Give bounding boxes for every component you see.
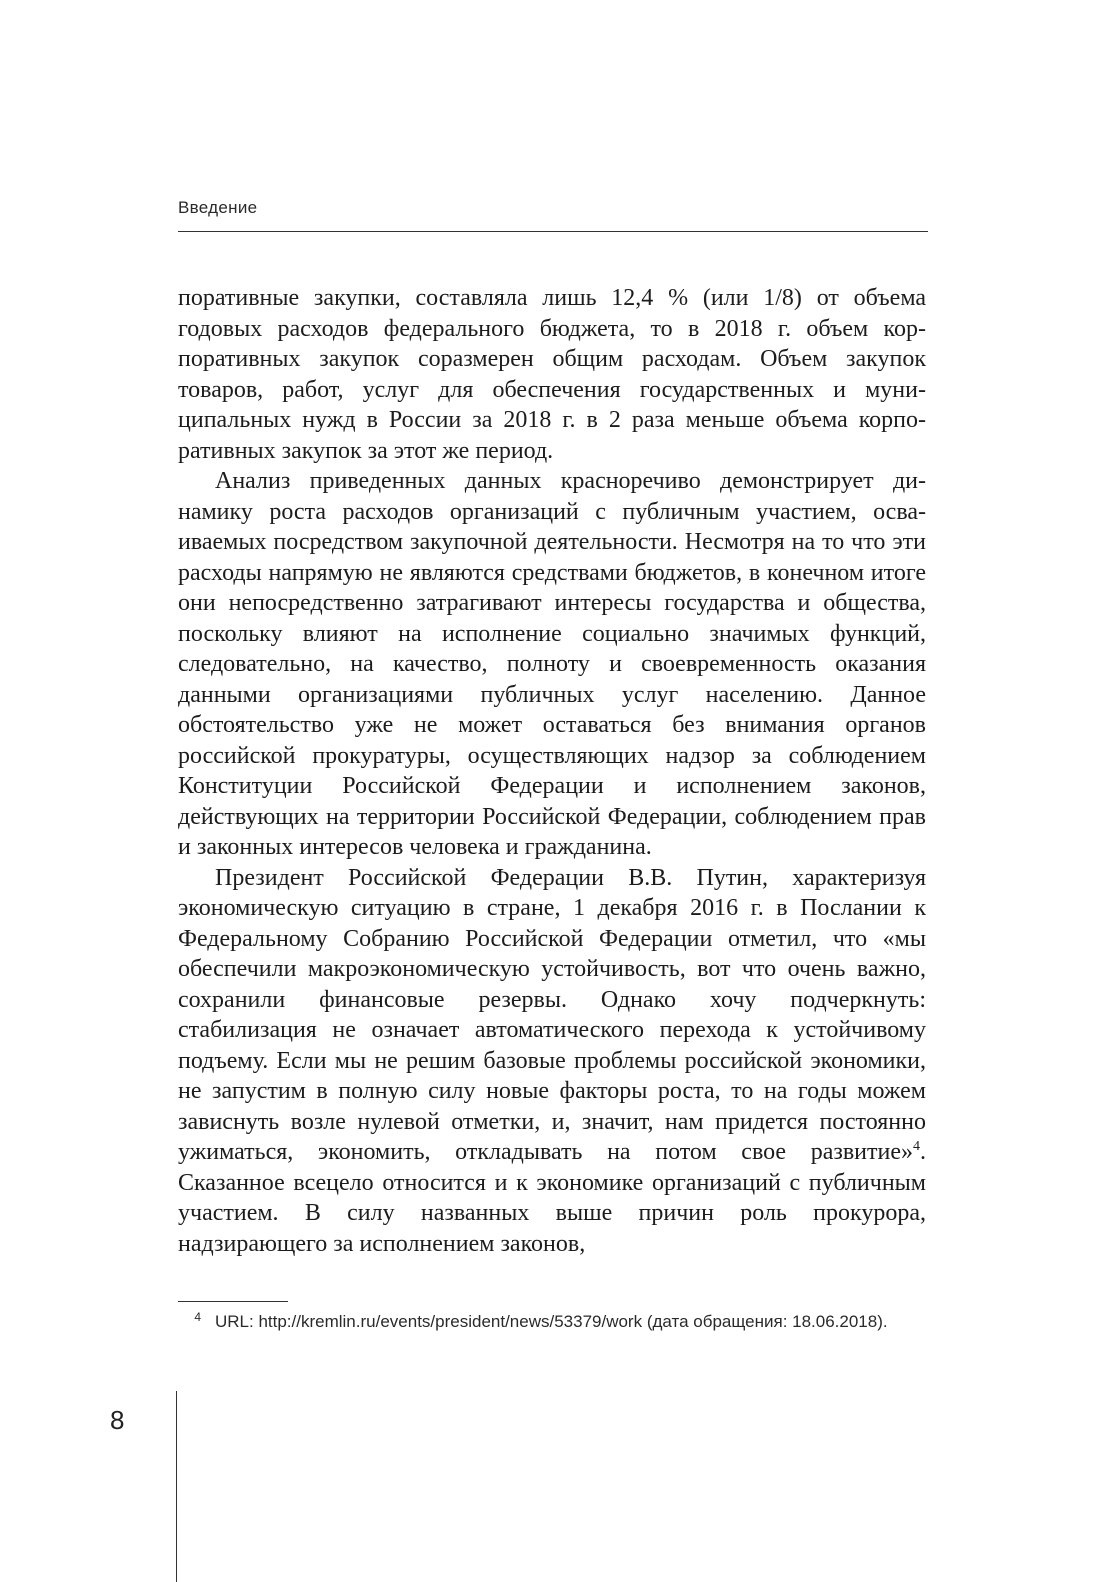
- running-header: Введение: [178, 198, 258, 217]
- page-margin-rule: [176, 1391, 177, 1582]
- footnote-reference: 4: [913, 1139, 920, 1154]
- footnote: 4 URL: http://kremlin.ru/events/president/news/53379/work (дата обращения: 18.06.2018).: [194, 1310, 888, 1331]
- quote-text: Президент Российской Федерации В.В. Путин, характеризуя экономическую ситуацию в стране, 1 декабря 2016 г. в Послании к Федеральному Собранию Российской Федерации отметил, что «мы обеспечили макроэкономическую устойчивость, вот что очень важно, сохранили финансовые резервы. Однако хочу подчеркнуть: стабилизация не означает автоматического перехода к устойчивому подъему. Если мы не решим базовые проблемы российской экономики, не запустим в полную силу новые факторы роста, то на годы можем зависнуть возле нулевой отметки, и, значит, нам придется постоянно ужиматься, экономить, откладывать на потом свое развитие»: [178, 864, 926, 1165]
- paragraph-analysis: Анализ приведенных данных красноречиво демонстрирует динамику роста расходов организаций с публичным участием, осваиваемых посредством закупочной деятельности. Несмотря на то что эти расходы напрямую не являются средствами бюджетов, в конечном итоге они непосредственно затрагивают интересы государства и общества, поскольку влияют на исполнение социально значимых функций, следовательно, на качество, полноту и своевременность оказания данными организациями публичных услуг населению. Данное обстоятельство уже не может оставаться без внимания органов российской прокуратуры, осуществляющих надзор за соблюдением Конституции Российской Федерации и исполнением законов, действующих на территории Российской Федерации, соблюдением прав и законных интересов человека и гражданина.: [178, 468, 926, 860]
- paragraph-president-quote: [178, 863, 926, 1260]
- header-divider: [178, 231, 928, 232]
- footnote-divider: [178, 1301, 288, 1302]
- quote-continuation: . Сказанное всецело относится и к экономике организаций с публичным участием. В силу названных выше причин роль прокурора, надзирающего за исполнением законов,: [178, 1139, 926, 1257]
- footnote-text: URL: http://kremlin.ru/events/president/news/53379/work (дата обращения: 18.06.2018).: [215, 1312, 888, 1331]
- paragraph-continuation: поративные закупки, составляла лишь 12,4 % (или 1/8) от объема годовых расходов федерального бюджета, то в 2018 г. объем корпоративных закупок соразмерен общим расходам. Объем закупок товаров, работ, услуг для обеспечения государственных и муниципальных нужд в России за 2018 г. в 2 раза меньше объема корпоративных закупок за этот же период.: [178, 285, 926, 464]
- main-text: [178, 283, 926, 1259]
- page-number: 8: [110, 1405, 125, 1435]
